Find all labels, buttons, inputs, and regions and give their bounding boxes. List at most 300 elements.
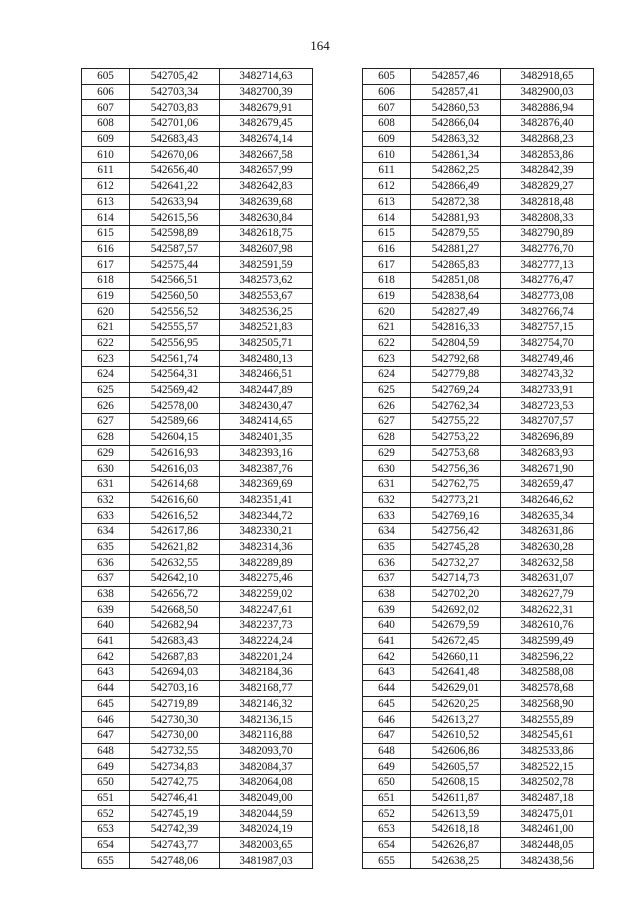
- left-y-coordinate-cell: 3482184,36: [220, 665, 313, 681]
- right-y-coordinate-cell: 3482733,91: [501, 382, 594, 398]
- table-row: [82, 272, 594, 288]
- left-point-number-cell: 632: [82, 492, 130, 508]
- left-x-coordinate-cell: 542561,74: [130, 351, 220, 367]
- left-x-coordinate-cell: 542745,19: [130, 806, 220, 822]
- column-gap: [313, 131, 363, 147]
- right-y-coordinate-cell: 3482448,05: [501, 837, 594, 853]
- left-point-number-cell: 622: [82, 335, 130, 351]
- right-x-coordinate-cell: 542861,34: [411, 147, 501, 163]
- left-y-coordinate-cell: 3482447,89: [220, 382, 313, 398]
- column-gap: [313, 429, 363, 445]
- left-point-number-cell: 643: [82, 665, 130, 681]
- left-y-coordinate-cell: 3482657,99: [220, 163, 313, 179]
- left-point-number-cell: 616: [82, 241, 130, 257]
- table-row: [82, 100, 594, 116]
- left-x-coordinate-cell: 542682,94: [130, 618, 220, 634]
- left-point-number-cell: 607: [82, 100, 130, 116]
- right-point-number-cell: 645: [363, 696, 411, 712]
- right-point-number-cell: 615: [363, 225, 411, 241]
- right-y-coordinate-cell: 3482776,47: [501, 272, 594, 288]
- column-gap: [313, 602, 363, 618]
- right-y-coordinate-cell: 3482723,53: [501, 398, 594, 414]
- right-y-coordinate-cell: 3482696,89: [501, 429, 594, 445]
- column-gap: [313, 304, 363, 320]
- right-point-number-cell: 609: [363, 131, 411, 147]
- right-point-number-cell: 607: [363, 100, 411, 116]
- right-y-coordinate-cell: 3482918,65: [501, 69, 594, 85]
- right-y-coordinate-cell: 3482487,18: [501, 790, 594, 806]
- left-point-number-cell: 628: [82, 429, 130, 445]
- right-x-coordinate-cell: 542641,48: [411, 665, 501, 681]
- right-y-coordinate-cell: 3482886,94: [501, 100, 594, 116]
- column-gap: [313, 241, 363, 257]
- left-y-coordinate-cell: 3482573,62: [220, 272, 313, 288]
- left-y-coordinate-cell: 3482679,91: [220, 100, 313, 116]
- column-gap: [313, 727, 363, 743]
- table-row: [82, 210, 594, 226]
- column-gap: [313, 806, 363, 822]
- left-x-coordinate-cell: 542616,60: [130, 492, 220, 508]
- left-point-number-cell: 637: [82, 571, 130, 587]
- left-y-coordinate-cell: 3482168,77: [220, 680, 313, 696]
- left-y-coordinate-cell: 3482146,32: [220, 696, 313, 712]
- left-y-coordinate-cell: 3482136,15: [220, 712, 313, 728]
- right-y-coordinate-cell: 3482632,58: [501, 555, 594, 571]
- right-x-coordinate-cell: 542865,83: [411, 257, 501, 273]
- left-x-coordinate-cell: 542560,50: [130, 288, 220, 304]
- right-point-number-cell: 621: [363, 320, 411, 336]
- table-row: [82, 696, 594, 712]
- left-x-coordinate-cell: 542621,82: [130, 539, 220, 555]
- right-point-number-cell: 620: [363, 304, 411, 320]
- table-row: [82, 461, 594, 477]
- table-row: [82, 555, 594, 571]
- table-row: [82, 445, 594, 461]
- left-y-coordinate-cell: 3482401,35: [220, 429, 313, 445]
- right-x-coordinate-cell: 542827,49: [411, 304, 501, 320]
- column-gap: [313, 649, 363, 665]
- right-x-coordinate-cell: 542732,27: [411, 555, 501, 571]
- right-x-coordinate-cell: 542872,38: [411, 194, 501, 210]
- right-x-coordinate-cell: 542638,25: [411, 853, 501, 869]
- column-gap: [313, 288, 363, 304]
- left-x-coordinate-cell: 542642,10: [130, 571, 220, 587]
- table-row: [82, 665, 594, 681]
- right-x-coordinate-cell: 542672,45: [411, 633, 501, 649]
- left-x-coordinate-cell: 542632,55: [130, 555, 220, 571]
- column-gap: [313, 555, 363, 571]
- left-y-coordinate-cell: 3482003,65: [220, 837, 313, 853]
- table-row: [82, 382, 594, 398]
- table-row: [82, 633, 594, 649]
- page-number: 164: [310, 38, 330, 53]
- right-y-coordinate-cell: 3482646,62: [501, 492, 594, 508]
- table-row: [82, 523, 594, 539]
- left-y-coordinate-cell: 3482289,89: [220, 555, 313, 571]
- table-row: [82, 116, 594, 132]
- column-gap: [313, 351, 363, 367]
- left-x-coordinate-cell: 542730,00: [130, 727, 220, 743]
- column-gap: [313, 665, 363, 681]
- table-row: [82, 712, 594, 728]
- right-y-coordinate-cell: 3482757,15: [501, 320, 594, 336]
- column-gap: [313, 822, 363, 838]
- column-gap: [313, 272, 363, 288]
- left-x-coordinate-cell: 542743,77: [130, 837, 220, 853]
- column-gap: [313, 774, 363, 790]
- table-row: [82, 257, 594, 273]
- left-y-coordinate-cell: 3482237,73: [220, 618, 313, 634]
- table-row: [82, 398, 594, 414]
- right-point-number-cell: 626: [363, 398, 411, 414]
- left-point-number-cell: 652: [82, 806, 130, 822]
- right-point-number-cell: 632: [363, 492, 411, 508]
- right-x-coordinate-cell: 542714,73: [411, 571, 501, 587]
- column-gap: [313, 571, 363, 587]
- left-point-number-cell: 609: [82, 131, 130, 147]
- left-y-coordinate-cell: 3482674,14: [220, 131, 313, 147]
- left-point-number-cell: 639: [82, 602, 130, 618]
- right-y-coordinate-cell: 3482610,76: [501, 618, 594, 634]
- right-x-coordinate-cell: 542838,64: [411, 288, 501, 304]
- right-x-coordinate-cell: 542866,04: [411, 116, 501, 132]
- right-point-number-cell: 618: [363, 272, 411, 288]
- left-y-coordinate-cell: 3482679,45: [220, 116, 313, 132]
- right-point-number-cell: 652: [363, 806, 411, 822]
- right-point-number-cell: 606: [363, 84, 411, 100]
- table-row: [82, 414, 594, 430]
- right-point-number-cell: 627: [363, 414, 411, 430]
- left-point-number-cell: 654: [82, 837, 130, 853]
- right-point-number-cell: 630: [363, 461, 411, 477]
- column-gap: [313, 69, 363, 85]
- table-row: [82, 131, 594, 147]
- left-y-coordinate-cell: 3482466,51: [220, 367, 313, 383]
- right-x-coordinate-cell: 542792,68: [411, 351, 501, 367]
- right-y-coordinate-cell: 3482533,86: [501, 743, 594, 759]
- left-x-coordinate-cell: 542589,66: [130, 414, 220, 430]
- right-y-coordinate-cell: 3482631,07: [501, 571, 594, 587]
- right-y-coordinate-cell: 3482630,28: [501, 539, 594, 555]
- right-y-coordinate-cell: 3482749,46: [501, 351, 594, 367]
- table-row: [82, 727, 594, 743]
- left-y-coordinate-cell: 3482116,88: [220, 727, 313, 743]
- left-y-coordinate-cell: 3482275,46: [220, 571, 313, 587]
- right-y-coordinate-cell: 3482808,33: [501, 210, 594, 226]
- right-point-number-cell: 622: [363, 335, 411, 351]
- column-gap: [313, 492, 363, 508]
- left-y-coordinate-cell: 3482247,61: [220, 602, 313, 618]
- right-point-number-cell: 613: [363, 194, 411, 210]
- left-x-coordinate-cell: 542705,42: [130, 69, 220, 85]
- left-y-coordinate-cell: 3482607,98: [220, 241, 313, 257]
- table-row: [82, 790, 594, 806]
- left-y-coordinate-cell: 3482044,59: [220, 806, 313, 822]
- right-point-number-cell: 640: [363, 618, 411, 634]
- right-x-coordinate-cell: 542753,68: [411, 445, 501, 461]
- right-y-coordinate-cell: 3482596,22: [501, 649, 594, 665]
- left-y-coordinate-cell: 3482314,36: [220, 539, 313, 555]
- right-y-coordinate-cell: 3482829,27: [501, 178, 594, 194]
- column-gap: [313, 790, 363, 806]
- right-point-number-cell: 643: [363, 665, 411, 681]
- left-point-number-cell: 625: [82, 382, 130, 398]
- left-y-coordinate-cell: 3481987,03: [220, 853, 313, 869]
- right-y-coordinate-cell: 3482545,61: [501, 727, 594, 743]
- table-row: [82, 806, 594, 822]
- column-gap: [313, 461, 363, 477]
- column-gap: [313, 837, 363, 853]
- left-x-coordinate-cell: 542578,00: [130, 398, 220, 414]
- table-row: [82, 335, 594, 351]
- left-point-number-cell: 636: [82, 555, 130, 571]
- right-y-coordinate-cell: 3482842,39: [501, 163, 594, 179]
- left-point-number-cell: 651: [82, 790, 130, 806]
- table-row: [82, 163, 594, 179]
- left-x-coordinate-cell: 542719,89: [130, 696, 220, 712]
- left-point-number-cell: 649: [82, 759, 130, 775]
- table-row: [82, 586, 594, 602]
- left-point-number-cell: 642: [82, 649, 130, 665]
- right-x-coordinate-cell: 542762,75: [411, 476, 501, 492]
- left-x-coordinate-cell: 542616,03: [130, 461, 220, 477]
- column-gap: [313, 398, 363, 414]
- table-row: [82, 351, 594, 367]
- left-x-coordinate-cell: 542614,68: [130, 476, 220, 492]
- right-point-number-cell: 619: [363, 288, 411, 304]
- right-point-number-cell: 629: [363, 445, 411, 461]
- right-point-number-cell: 628: [363, 429, 411, 445]
- table-row: [82, 367, 594, 383]
- left-x-coordinate-cell: 542633,94: [130, 194, 220, 210]
- table-row: [82, 320, 594, 336]
- table-row: [82, 602, 594, 618]
- right-y-coordinate-cell: 3482743,32: [501, 367, 594, 383]
- left-x-coordinate-cell: 542687,83: [130, 649, 220, 665]
- left-y-coordinate-cell: 3482553,67: [220, 288, 313, 304]
- left-x-coordinate-cell: 542616,52: [130, 508, 220, 524]
- left-y-coordinate-cell: 3482591,59: [220, 257, 313, 273]
- left-point-number-cell: 646: [82, 712, 130, 728]
- column-gap: [313, 743, 363, 759]
- right-y-coordinate-cell: 3482502,78: [501, 774, 594, 790]
- right-point-number-cell: 655: [363, 853, 411, 869]
- right-x-coordinate-cell: 542753,22: [411, 429, 501, 445]
- right-y-coordinate-cell: 3482671,90: [501, 461, 594, 477]
- table-row: [82, 774, 594, 790]
- left-point-number-cell: 611: [82, 163, 130, 179]
- right-y-coordinate-cell: 3482900,03: [501, 84, 594, 100]
- right-point-number-cell: 611: [363, 163, 411, 179]
- left-y-coordinate-cell: 3482330,21: [220, 523, 313, 539]
- right-point-number-cell: 644: [363, 680, 411, 696]
- column-gap: [313, 147, 363, 163]
- right-point-number-cell: 608: [363, 116, 411, 132]
- left-y-coordinate-cell: 3482667,58: [220, 147, 313, 163]
- table-row: [82, 288, 594, 304]
- column-gap: [313, 194, 363, 210]
- left-y-coordinate-cell: 3482224,24: [220, 633, 313, 649]
- table-row: [82, 194, 594, 210]
- table-row: [82, 178, 594, 194]
- column-gap: [313, 320, 363, 336]
- left-x-coordinate-cell: 542556,52: [130, 304, 220, 320]
- column-gap: [313, 225, 363, 241]
- right-point-number-cell: 647: [363, 727, 411, 743]
- table-row: [82, 743, 594, 759]
- left-x-coordinate-cell: 542703,34: [130, 84, 220, 100]
- right-y-coordinate-cell: 3482578,68: [501, 680, 594, 696]
- right-point-number-cell: 610: [363, 147, 411, 163]
- right-x-coordinate-cell: 542620,25: [411, 696, 501, 712]
- right-y-coordinate-cell: 3482461,00: [501, 822, 594, 838]
- right-point-number-cell: 605: [363, 69, 411, 85]
- right-point-number-cell: 624: [363, 367, 411, 383]
- left-x-coordinate-cell: 542641,22: [130, 178, 220, 194]
- right-point-number-cell: 614: [363, 210, 411, 226]
- left-point-number-cell: 633: [82, 508, 130, 524]
- right-y-coordinate-cell: 3482659,47: [501, 476, 594, 492]
- left-point-number-cell: 629: [82, 445, 130, 461]
- right-x-coordinate-cell: 542879,55: [411, 225, 501, 241]
- right-y-coordinate-cell: 3482475,01: [501, 806, 594, 822]
- left-y-coordinate-cell: 3482414,65: [220, 414, 313, 430]
- left-y-coordinate-cell: 3482369,69: [220, 476, 313, 492]
- column-gap: [313, 367, 363, 383]
- right-y-coordinate-cell: 3482868,23: [501, 131, 594, 147]
- left-y-coordinate-cell: 3482351,41: [220, 492, 313, 508]
- right-x-coordinate-cell: 542692,02: [411, 602, 501, 618]
- right-point-number-cell: 639: [363, 602, 411, 618]
- left-y-coordinate-cell: 3482505,71: [220, 335, 313, 351]
- right-y-coordinate-cell: 3482766,74: [501, 304, 594, 320]
- right-y-coordinate-cell: 3482631,86: [501, 523, 594, 539]
- left-x-coordinate-cell: 542742,39: [130, 822, 220, 838]
- left-point-number-cell: 621: [82, 320, 130, 336]
- left-point-number-cell: 627: [82, 414, 130, 430]
- left-point-number-cell: 624: [82, 367, 130, 383]
- left-x-coordinate-cell: 542668,50: [130, 602, 220, 618]
- right-y-coordinate-cell: 3482555,89: [501, 712, 594, 728]
- left-y-coordinate-cell: 3482049,00: [220, 790, 313, 806]
- right-x-coordinate-cell: 542606,86: [411, 743, 501, 759]
- right-y-coordinate-cell: 3482588,08: [501, 665, 594, 681]
- left-point-number-cell: 647: [82, 727, 130, 743]
- left-x-coordinate-cell: 542746,41: [130, 790, 220, 806]
- right-point-number-cell: 651: [363, 790, 411, 806]
- left-y-coordinate-cell: 3482344,72: [220, 508, 313, 524]
- coordinates-table-body: [82, 69, 594, 869]
- column-gap: [313, 476, 363, 492]
- left-point-number-cell: 655: [82, 853, 130, 869]
- left-point-number-cell: 650: [82, 774, 130, 790]
- table-row: [82, 147, 594, 163]
- right-y-coordinate-cell: 3482790,89: [501, 225, 594, 241]
- right-point-number-cell: 642: [363, 649, 411, 665]
- right-x-coordinate-cell: 542857,41: [411, 84, 501, 100]
- right-x-coordinate-cell: 542608,15: [411, 774, 501, 790]
- column-gap: [313, 163, 363, 179]
- right-y-coordinate-cell: 3482438,56: [501, 853, 594, 869]
- right-point-number-cell: 616: [363, 241, 411, 257]
- column-gap: [313, 210, 363, 226]
- column-gap: [313, 759, 363, 775]
- right-point-number-cell: 648: [363, 743, 411, 759]
- right-x-coordinate-cell: 542851,08: [411, 272, 501, 288]
- right-point-number-cell: 625: [363, 382, 411, 398]
- left-point-number-cell: 640: [82, 618, 130, 634]
- right-point-number-cell: 636: [363, 555, 411, 571]
- left-x-coordinate-cell: 542569,42: [130, 382, 220, 398]
- table-row: [82, 822, 594, 838]
- right-point-number-cell: 646: [363, 712, 411, 728]
- column-gap: [313, 508, 363, 524]
- column-gap: [313, 100, 363, 116]
- left-y-coordinate-cell: 3482387,76: [220, 461, 313, 477]
- table-row: [82, 429, 594, 445]
- right-point-number-cell: 623: [363, 351, 411, 367]
- right-x-coordinate-cell: 542605,57: [411, 759, 501, 775]
- left-x-coordinate-cell: 542566,51: [130, 272, 220, 288]
- column-gap: [313, 618, 363, 634]
- right-x-coordinate-cell: 542881,27: [411, 241, 501, 257]
- right-x-coordinate-cell: 542804,59: [411, 335, 501, 351]
- left-point-number-cell: 623: [82, 351, 130, 367]
- left-point-number-cell: 631: [82, 476, 130, 492]
- left-x-coordinate-cell: 542575,44: [130, 257, 220, 273]
- right-x-coordinate-cell: 542862,25: [411, 163, 501, 179]
- left-x-coordinate-cell: 542730,30: [130, 712, 220, 728]
- left-y-coordinate-cell: 3482480,13: [220, 351, 313, 367]
- right-x-coordinate-cell: 542629,01: [411, 680, 501, 696]
- left-x-coordinate-cell: 542734,83: [130, 759, 220, 775]
- left-point-number-cell: 610: [82, 147, 130, 163]
- left-x-coordinate-cell: 542703,83: [130, 100, 220, 116]
- right-x-coordinate-cell: 542756,42: [411, 523, 501, 539]
- left-x-coordinate-cell: 542656,72: [130, 586, 220, 602]
- right-point-number-cell: 654: [363, 837, 411, 853]
- left-y-coordinate-cell: 3482393,16: [220, 445, 313, 461]
- left-y-coordinate-cell: 3482521,83: [220, 320, 313, 336]
- right-point-number-cell: 649: [363, 759, 411, 775]
- right-y-coordinate-cell: 3482627,79: [501, 586, 594, 602]
- right-x-coordinate-cell: 542610,52: [411, 727, 501, 743]
- column-gap: [313, 257, 363, 273]
- column-gap: [313, 335, 363, 351]
- table-row: [82, 680, 594, 696]
- column-gap: [313, 414, 363, 430]
- right-x-coordinate-cell: 542702,20: [411, 586, 501, 602]
- table-row: [82, 225, 594, 241]
- column-gap: [313, 539, 363, 555]
- left-y-coordinate-cell: 3482430,47: [220, 398, 313, 414]
- right-point-number-cell: 638: [363, 586, 411, 602]
- left-y-coordinate-cell: 3482084,37: [220, 759, 313, 775]
- left-x-coordinate-cell: 542670,06: [130, 147, 220, 163]
- right-x-coordinate-cell: 542881,93: [411, 210, 501, 226]
- right-y-coordinate-cell: 3482683,93: [501, 445, 594, 461]
- right-x-coordinate-cell: 542618,18: [411, 822, 501, 838]
- right-point-number-cell: 653: [363, 822, 411, 838]
- column-gap: [313, 853, 363, 869]
- left-x-coordinate-cell: 542615,56: [130, 210, 220, 226]
- left-y-coordinate-cell: 3482618,75: [220, 225, 313, 241]
- right-point-number-cell: 631: [363, 476, 411, 492]
- left-y-coordinate-cell: 3482700,39: [220, 84, 313, 100]
- right-point-number-cell: 641: [363, 633, 411, 649]
- table-row: [82, 759, 594, 775]
- left-point-number-cell: 648: [82, 743, 130, 759]
